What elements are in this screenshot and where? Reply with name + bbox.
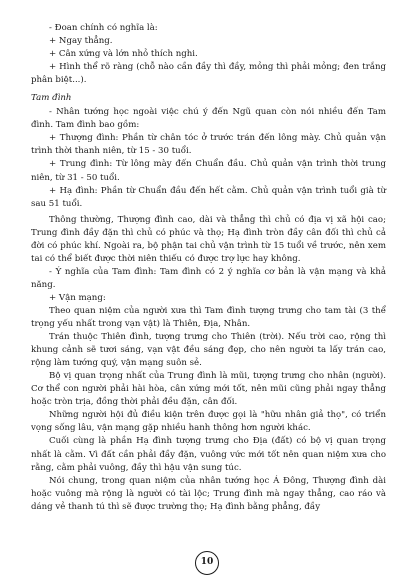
paragraph-8: + Trung đình: Từ lông mày đến Chuẩn đầu. Chủ quản vận trình thời trung niên, từ 31 - 50 tuổi. bbox=[31, 159, 386, 183]
paragraph-12: + Vận mạng: bbox=[49, 292, 106, 303]
page-number: 10 bbox=[195, 551, 219, 575]
paragraph-13: Theo quan niệm của người xưa thì Tam đình tượng trưng cho tam tài (3 thể trọng yếu nhất trong vạn vật) là Thiên, Địa, Nhân. bbox=[31, 305, 386, 330]
paragraph-17: Cuối cùng là phần Hạ đình tượng trưng cho Địa (đất) có bộ vị quan trọng nhất là cằm. Vì đất cần phải đầy đặn, vuông vức mới tốt nên quan niệm xưa cho rằng, cằm phải vuông, đầy thì hậu vận sung túc. bbox=[31, 436, 386, 473]
paragraph-7: + Thượng đình: Phần từ chân tóc ở trước trán đến lông mày. Chủ quản vận trình thời thanh niên, từ 15 - 30 tuổi. bbox=[31, 133, 386, 157]
paragraph-11: - Ý nghĩa của Tam đình: Tam đình có 2 ý nghĩa cơ bản là vận mạng và khả năng. bbox=[31, 266, 386, 290]
paragraph-10: Thông thường, Thượng đình cao, dài và thẳng thì chủ có địa vị xã hội cao; Trung đình đầy đặn thì chủ có phúc và thọ; Hạ đình tròn đầy cân đối thì chủ cả đời có phúc khí. Ngoài ra, bộ phận tai chủ vận trình từ 15 tuổi về trước, nên xem tai có thể biết được thời niên thiếu có được trợ lực hay không. bbox=[31, 214, 386, 264]
paragraph-2: + Ngay thẳng. bbox=[49, 36, 113, 47]
paragraph-14: Trán thuộc Thiên đình, tượng trưng cho Thiên (trời). Nếu trời cao, rộng thì khung cảnh sẽ tươi sáng, vạn vật đều sáng đẹp, cho nên người ta lấy trán cao, rộng làm tướng quý, vận mạng suôn sẻ. bbox=[31, 332, 386, 369]
paragraph-6: - Nhân tướng học ngoài việc chú ý đến Ngũ quan còn nói nhiều đến Tam đình. Tam đình bao gồm: bbox=[31, 107, 386, 131]
paragraph-16: Những người hội đủ điều kiện trên được gọi là "hữu nhân giả thọ", có triển vọng sống lâu, vận mạng gặp nhiều hanh thông hơn người khác. bbox=[31, 410, 386, 434]
paragraph-18: Nói chung, trong quan niệm của nhân tướng học Á Đông, Thượng đình dài hoặc vuông mà rộng là người có tài lộc; Trung đình mà ngay thẳng, cao ráo và dáng vẻ thanh tú thì sẽ được trường thọ; Hạ đình bằng phẳng, đầy bbox=[31, 475, 386, 512]
paragraph-15: Bộ vị quan trọng nhất của Trung đình là mũi, tượng trưng cho nhân (người). Cơ thể con người phải hài hòa, cân xứng mới tốt, nên mũi cũng phải ngay thẳng hoặc tròn trịa, đồng thời phải đều đặn, cân đối. bbox=[31, 371, 386, 408]
paragraph-3: + Cân xứng và lớn nhỏ thích nghi. bbox=[49, 49, 198, 60]
paragraph-4: + Hình thể rõ ràng (chỗ nào cần đầy thì đầy, mỏng thì phải mỏng; đen trắng phân biệt...). bbox=[31, 62, 386, 86]
paragraph-9: + Hạ đình: Phần từ Chuẩn đầu đến hết cằm. Chủ quản vận trình tuổi già từ sau 51 tuổi. bbox=[31, 185, 386, 209]
paragraph-1: - Đoan chính có nghĩa là: bbox=[49, 23, 158, 33]
section-heading: Tam đình bbox=[31, 93, 72, 104]
